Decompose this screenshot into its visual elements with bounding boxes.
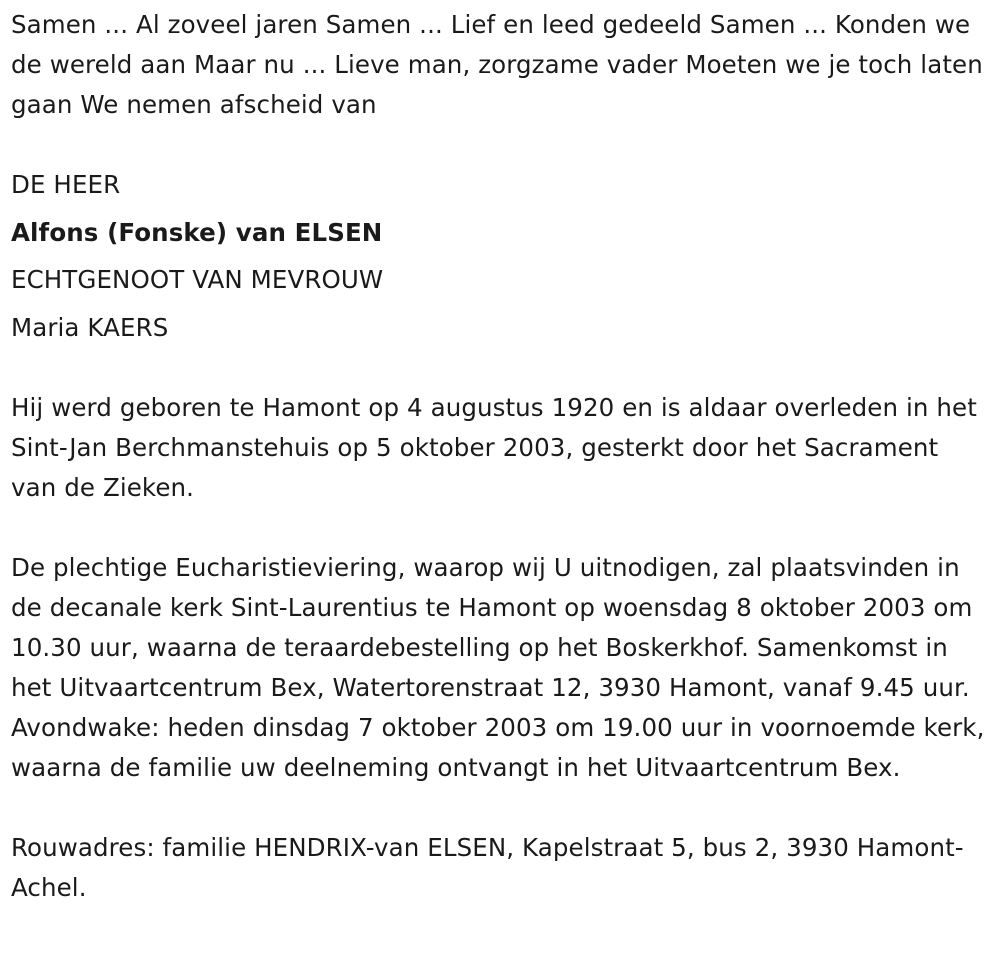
deceased-name: Alfons (Fonske) van ELSEN <box>11 217 383 247</box>
spacer <box>11 125 991 165</box>
spouse-name: Maria KAERS <box>11 312 169 342</box>
intro-poem: Samen ... Al zoveel jaren Samen ... Lief en leed gedeeld Samen ... Konden we de wereld aan Maar nu ... Lieve man, zorgzame vader Moeten we je toch laten gaan We nemen afscheid van <box>11 10 983 119</box>
mourning-address: Rouwadres: familie HENDRIX-van ELSEN, Kapelstraat 5, bus 2, 3930 Hamont-Achel. <box>11 832 964 902</box>
deceased-title: DE HEER <box>11 170 121 199</box>
spacer <box>11 788 991 828</box>
birth-death-paragraph: Hij werd geboren te Hamont op 4 augustus 1920 en is aldaar overleden in het Sint-Jan Berchmanstehuis op 5 oktober 2003, gesterkt door het Sacrament van de Zieken. <box>11 392 977 502</box>
spacer <box>11 348 991 388</box>
spouse-relation: ECHTGENOOT VAN MEVROUW <box>11 265 384 294</box>
spacer <box>11 508 991 548</box>
ceremony-paragraph: De plechtige Eucharistieviering, waarop wij U uitnodigen, zal plaatsvinden in de decanale kerk Sint-Laurentius te Hamont op woensdag 8 oktober 2003 om 10.30 uur, waarna de teraardebestelling op het Boskerkhof. Samenkomst in het Uitvaartcentrum Bex, Watertorenstraat 12, 3930 Hamont, vanaf 9.45 uur. Avondwake: heden dinsdag 7 oktober 2003 om 19.00 uur in voornoemde kerk, waarna de familie uw deelneming ontvangt in het Uitvaartcentrum Bex. <box>11 552 985 782</box>
funeral-notice <box>11 5 991 908</box>
